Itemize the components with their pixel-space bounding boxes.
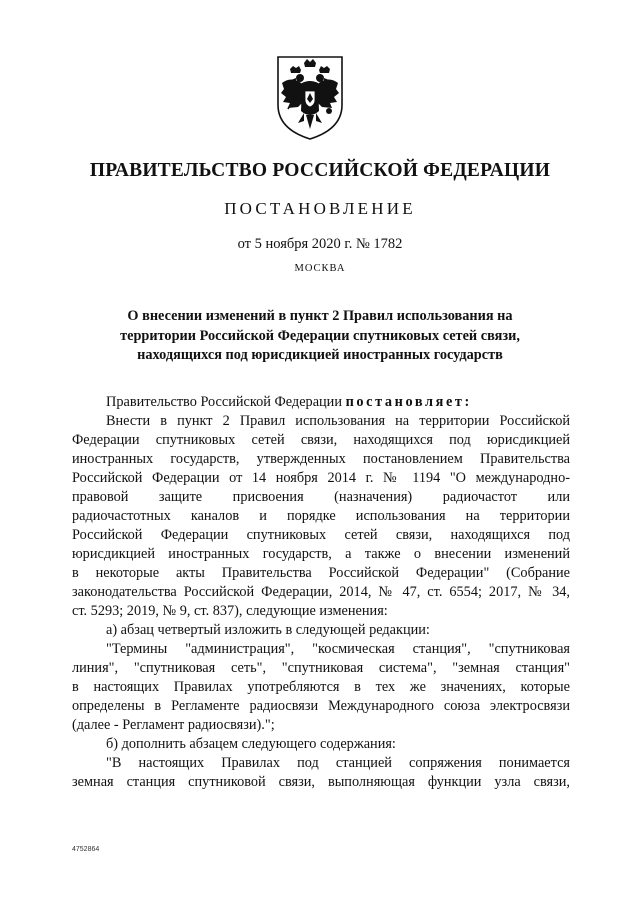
- body-line: Федерации спутниковых сетей связи, находящихся под юрисдикцией: [72, 432, 570, 448]
- body-line: линия", "спутниковая сеть", "спутниковая система", "земная станция": [72, 660, 570, 676]
- body-line: в настоящих Правилах употребляются в тех же значениях, которые: [72, 679, 570, 695]
- document-footer-number: 4752864: [72, 846, 100, 853]
- body-line: Российской Федерации от 14 ноября 2014 г. № 1194 "О международно-: [72, 470, 570, 486]
- body-line: земная станция спутниковой связи, выполняющая функции узла связи,: [72, 774, 570, 790]
- body-line: правовой защите присвоения (назначения) радиочастот или: [72, 489, 570, 505]
- coat-of-arms-icon: [274, 53, 346, 141]
- body-line: законодательства Российской Федерации, 2014, № 47, ст. 6554; 2017, № 34,: [72, 584, 570, 600]
- document-body: [72, 393, 570, 792]
- document-date-number: от 5 ноября 2020 г. № 1782: [237, 236, 403, 252]
- subject-line: О внесении изменений в пункт 2 Правил использования на: [127, 308, 513, 324]
- document-type: ПОСТАНОВЛЕНИЕ: [224, 199, 416, 218]
- body-line: (далее - Регламент радиосвязи).";: [72, 717, 275, 733]
- document-subject: [80, 307, 560, 366]
- body-line: б) дополнить абзацем следующего содержания:: [106, 736, 396, 752]
- body-line: "Термины "администрация", "космическая станция", "спутниковая: [106, 641, 570, 657]
- body-line: радиочастотных каналов и порядке использования на территории: [72, 508, 570, 524]
- subject-line: территории Российской Федерации спутниковых сетей связи,: [120, 327, 520, 344]
- document-city: МОСКВА: [294, 263, 346, 274]
- body-line: ст. 5293; 2019, № 9, ст. 837), следующие изменения:: [72, 603, 388, 619]
- government-title: ПРАВИТЕЛЬСТВО РОССИЙСКОЙ ФЕДЕРАЦИИ: [89, 160, 551, 181]
- body-line: определены в Регламенте радиосвязи Международного союза электросвязи: [72, 698, 570, 714]
- decree-keyword: постановляет:: [345, 394, 472, 410]
- body-line: а) абзац четвертый изложить в следующей редакции:: [106, 622, 430, 638]
- body-line: иностранных государств, утвержденных постановлением Правительства: [72, 451, 570, 467]
- intro-prefix: Правительство Российской Федерации: [106, 394, 346, 410]
- intro-line: [72, 393, 570, 412]
- body-line: Российской Федерации спутниковых сетей связи, находящихся под: [72, 527, 570, 543]
- body-line: "В настоящих Правилах под станцией сопряжения понимается: [106, 755, 570, 771]
- body-line: в некоторые акты Правительства Российской Федерации" (Собрание: [72, 565, 570, 581]
- subject-line: находящихся под юрисдикцией иностранных государств: [137, 347, 503, 363]
- body-line: Внести в пункт 2 Правил использования на территории Российской: [106, 413, 570, 429]
- body-line: юрисдикцией иностранных государств, а также о внесении изменений: [72, 546, 570, 562]
